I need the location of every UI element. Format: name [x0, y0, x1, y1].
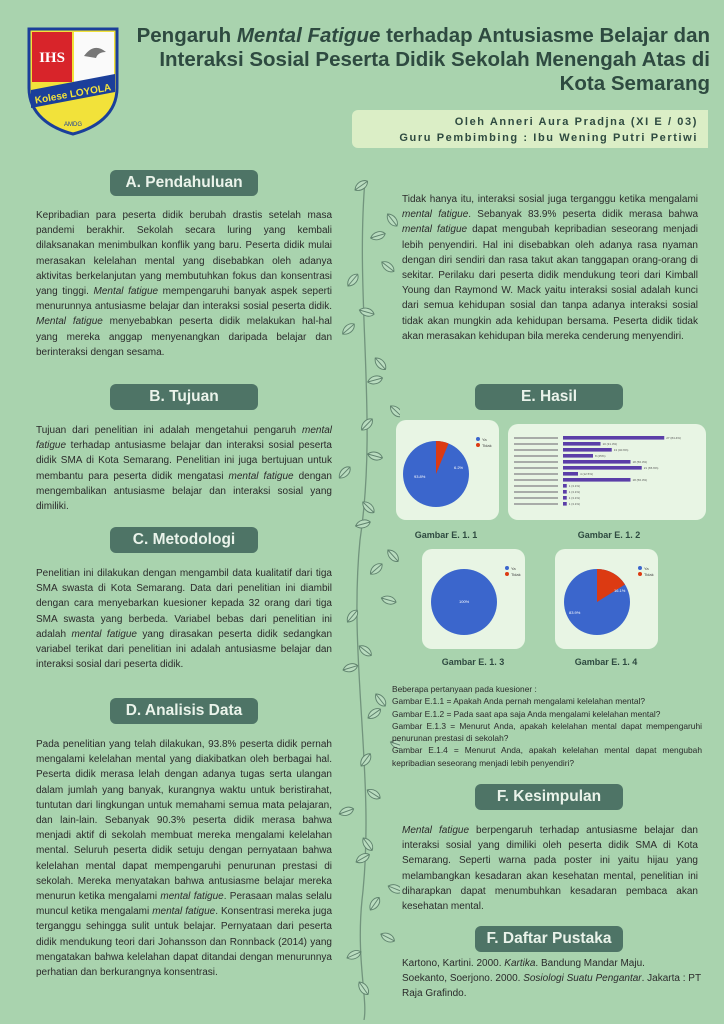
advisor-line: Guru Pembimbing : Ibu Wening Putri Pertiwi: [399, 132, 698, 144]
legend3-ya: Ya: [511, 566, 516, 571]
bar-data-label: 4 (12.5%): [580, 472, 594, 477]
caption-e11: Gambar E. 1. 1: [414, 530, 478, 540]
legend4-dot-tidak: [638, 572, 642, 576]
leaf-vine-decoration: [330, 180, 400, 1020]
heading-pendahuluan: A. Pendahuluan: [110, 170, 258, 196]
heading-tujuan: B. Tujuan: [110, 384, 258, 410]
legend-dot-tidak: [476, 443, 480, 447]
pie1-label-tidak: 6.2%: [454, 465, 464, 470]
leaf-icon: [360, 836, 375, 853]
leaf-icon: [342, 662, 359, 674]
chart-card-1: [396, 420, 499, 520]
bar-chart-2: [508, 424, 706, 520]
chart-card-3: [422, 549, 525, 649]
leaf-icon: [358, 306, 375, 318]
text-pustaka: [402, 956, 702, 1002]
legend3-tidak: Tidak: [511, 572, 521, 577]
legend-dot-ya: [476, 437, 480, 441]
leaf-icon: [366, 706, 383, 721]
leaf-icon: [379, 931, 396, 945]
bar: [563, 484, 567, 488]
leaf-icon: [357, 643, 374, 658]
bar-data-label: 18 (56.3%): [632, 478, 648, 483]
author-block: [352, 110, 708, 148]
poster-title: Pengaruh Mental Fatigue terhadap Antusiasme Belajar dan Interaksi Sosial Peserta Didik Sekolah Menengah Atas di Kota Semarang: [136, 24, 710, 95]
legend-tidak: Tidak: [482, 443, 492, 448]
heading-analisis: D. Analisis Data: [110, 698, 258, 724]
heading-metodologi: C. Metodologi: [110, 527, 258, 553]
text-lanjutan: Tidak hanya itu, interaksi sosial juga terganggu ketika mengalami mental fatigue. Sebanyak 83.9% peserta didik merasa bahwa mental fatigue dapat mengubah kepribadian seseorang menjadi lebih penyendiri. Hal ini disebabkan oleh adanya rasa nyaman dengan diri sendiri dan rasa takut akan tanggapan orang-orang di sekitar. Perilaku dari peserta didik mendukung teori dari Kimball Young dan Raymond W. Mack yaitu interaksi sosial adalah kunci dari semua kehidupan sosial dan tanpa adanya interaksi sosial tidak akan mungkin ada kehidupan bersama. Peserta didik tidak akan merasakan kehidupan bila mereka cenderung menyendiri.: [402, 194, 699, 342]
bar-data-label: 1 (3.1%): [568, 484, 581, 489]
leaf-icon: [358, 751, 373, 768]
leaf-icon: [369, 230, 386, 242]
bar: [563, 472, 578, 476]
bar: [563, 466, 642, 470]
leaf-icon: [360, 499, 376, 515]
leaf-icon: [385, 212, 400, 229]
legend-ya: Ya: [482, 437, 487, 442]
author-line: Oleh Anneri Aura Pradjna (XI E / 03): [454, 116, 698, 128]
leaf-icon: [379, 259, 396, 274]
legend4-ya: Ya: [644, 566, 649, 571]
bar-data-label: 8 (25%): [595, 454, 606, 459]
bar-data-label: 10 (31.3%): [602, 442, 618, 447]
bar-data-label: 27 (84.4%): [666, 436, 681, 441]
pie1-label-ya: 93.8%: [414, 474, 426, 479]
logo-text: Kolese LOYOLA: [34, 82, 113, 107]
bar-category-label: [514, 443, 558, 445]
leaf-icon: [365, 787, 382, 802]
logo-sub: AMDG: [64, 122, 82, 128]
leaf-icon: [345, 608, 361, 625]
question-2: Gambar E.1.2 = Pada saat apa saja Anda mengalami kelelahan mental?: [392, 708, 661, 719]
caption-e12: Gambar E. 1. 2: [577, 530, 641, 540]
leaf-icon: [380, 594, 397, 606]
bar: [563, 454, 593, 458]
leaf-icon: [337, 464, 353, 480]
pie-chart-4: [555, 549, 658, 649]
bar-category-label: [514, 503, 558, 505]
bar: [563, 436, 664, 440]
chart-card-2: [508, 424, 706, 520]
reference-1: Kartono, Kartini. 2000. Kartika. Bandung Mandar Maju.: [402, 958, 645, 969]
bar-category-label: [514, 491, 558, 493]
text-metodologi: Penelitian ini dilakukan dengan mengambil data kualitatif dari tiga SMA swasta di Kota Semarang. Data dari penelitian ini diambil dengan cara menyebarkan kuesioner kepada 32 orang dari tiga SMA swasta yang berbeda. Variabel bebas dari penelitian ini adalah mental fatigue yang dirasakan peserta didik sedangkan variabel terikat dari penelitian ini adalah antusiasme belajar dan interaksi sosial dari peserta didik.: [36, 568, 332, 671]
bar-data-label: 1 (3.1%): [568, 490, 581, 495]
leaf-icon: [385, 547, 400, 563]
leaf-icon: [340, 321, 357, 337]
leaf-icon: [345, 272, 361, 289]
pie4-label-ya: 83.9%: [569, 610, 581, 615]
bar-data-label: 1 (3.1%): [568, 496, 581, 501]
bar-category-label: [514, 497, 558, 499]
bar-category-label: [514, 479, 558, 481]
bar-data-label: 13 (40.6%): [613, 448, 629, 453]
bar: [563, 448, 612, 452]
bar: [563, 460, 631, 464]
bar-category-label: [514, 467, 558, 469]
bar-category-label: [514, 449, 558, 451]
bar: [563, 442, 601, 446]
leaf-icon: [338, 805, 355, 817]
reference-2: Soekanto, Soerjono. 2000. Sosiologi Suatu Pengantar. Jakarta : PT Raja Grafindo.: [402, 973, 701, 1000]
bar-category-label: [514, 455, 558, 457]
text-analisis: Pada penelitian yang telah dilakukan, 93.8% peserta didik pernah mengalami kelelahan mental yang diakibatkan oleh berbagai hal. Peserta didik merasa lelah dengan adanya tugas serta ulangan dalam jumlah yang banyak, kurangnya waktu untuk beristirahat, tuntutan dari lingkungan untuk memahami semua mata pelajaran, dan lain-lain. Sebanyak 90.3% peserta didik merasa bahwa menjadi aktif di sekolah membuat mereka mengalami kelelahan mental. Seluruh peserta didik setuju dengan pernyataan bahwa kelelahan mental dapat mempengaruhi penurunan prestasi di sekolah. Mereka menyatakan bahwa antusiasme belajar mereka menurun ketika mengalami mental fatigue. Perasaan malas selalu muncul ketika mengalami mental fatigue. Konsentrasi mereka juga terganggu sehingga sulit untuk belajar. Pernyataan dari peserta didik mendukung teori dari Johansson dan Ronnback (2014) yang mengatakan bahwa kelelahan dapat ditandai dengan menurunnya perhatian dan berkurangnya konsentrasi.: [36, 739, 333, 979]
heading-pustaka: F. Daftar Pustaka: [475, 926, 623, 952]
bar: [563, 478, 631, 482]
heading-hasil: E. Hasil: [475, 384, 623, 410]
legend4-dot-ya: [638, 566, 642, 570]
leaf-icon: [373, 692, 388, 709]
bar-category-label: [514, 461, 558, 463]
leaf-icon: [372, 355, 388, 372]
question-4: Gambar E.1.4 = Menurut Anda, apakah kelelahan mental dapat mengubah kepribadian seseorang menjadi lebih penyendiri?: [392, 745, 702, 768]
text-kesimpulan: Mental fatigue berpengaruh terhadap antusiasme belajar dan interaksi sosial yang dimiliki oleh peserta didik SMA di Kota Semarang. Seperti warna pada poster ini yaitu hijau yang melambangkan kesadaran akan kesehatan mental, penelitian ini diharapkan dapat menumbuhkan kesadaran pembaca akan kesehatan mental.: [402, 825, 698, 913]
heading-kesimpulan: F. Kesimpulan: [475, 784, 623, 810]
pie-chart-1: [396, 420, 499, 520]
legend4-tidak: Tidak: [644, 572, 654, 577]
bar: [563, 490, 567, 494]
caption-e14: Gambar E. 1. 4: [574, 657, 638, 667]
caption-e13: Gambar E. 1. 3: [441, 657, 505, 667]
bar-data-label: 1 (3.1%): [568, 502, 581, 507]
leaf-icon: [355, 518, 372, 529]
text-tujuan: Tujuan dari penelitian ini adalah mengetahui pengaruh mental fatigue terhadap antusiasme belajar dan interaksi sosial peserta didik SMA di Kota Semarang. Penelitian ini juga bertujuan untuk membantu para peserta didik mengatasi mental fatigue dengan mengembalikan antusiasme belajar dan interaksi sosial yang dimiliki.: [36, 425, 332, 513]
legend3-dot-ya: [505, 566, 509, 570]
questions-intro: Beberapa pertanyaan pada kuesioner :: [392, 684, 537, 694]
logo-monogram: IHS: [39, 50, 65, 66]
bar-category-label: [514, 485, 558, 487]
bar: [563, 496, 567, 500]
bar-category-label: [514, 473, 558, 475]
question-1: Gambar E.1.1 = Apakah Anda pernah mengalami kelelahan mental?: [392, 696, 646, 707]
bar-data-label: 21 (65.6%): [643, 466, 659, 471]
leaf-icon: [354, 851, 371, 865]
leaf-icon: [353, 180, 370, 193]
bar-data-label: 18 (56.3%): [632, 460, 648, 465]
pie4-label-tidak: 16.1%: [614, 588, 626, 593]
leaf-icon: [367, 895, 382, 912]
text-pendahuluan: Kepribadian para peserta didik berubah drastis setelah masa pandemi berakhir. Sekolah secara luring yang kembali dilaksanakan menimbulkan konflik yang baru. Peserta didik mulai merasakan kelelahan mental yang disebabkan oleh adanya aktivitas berkelanjutan yang membutuhkan fokus dan konsentrasi yang tinggi. Mental fatigue mempengaruhi banyak aspek seperti menurunnya antusiasme belajar dan interaksi sosial peserta didik. Mental fatigue menyebabkan peserta didik melakukan hal-hal yang mereka anggap menyenangkan daripada belajar dan berinteraksi dengan sesama.: [36, 210, 332, 358]
leaf-icon: [367, 450, 384, 461]
leaf-icon: [345, 948, 362, 961]
bar: [563, 502, 567, 506]
legend3-dot-tidak: [505, 572, 509, 576]
leaf-icon: [368, 561, 385, 577]
questionnaire-list: [392, 683, 702, 769]
bar-category-label: [514, 437, 558, 439]
question-3: Gambar E.1.3 = Menurut Anda, apakah kelelahan mental dapat mempengaruhi penurunan prestasi di sekolah?: [392, 720, 702, 744]
leaf-icon: [388, 403, 400, 419]
pie-chart-3: [422, 549, 525, 649]
pie3-label-ya: 100%: [459, 599, 470, 604]
school-logo: [26, 26, 120, 136]
leaf-icon: [367, 374, 384, 385]
chart-card-4: [555, 549, 658, 649]
leaf-icon: [387, 882, 400, 895]
